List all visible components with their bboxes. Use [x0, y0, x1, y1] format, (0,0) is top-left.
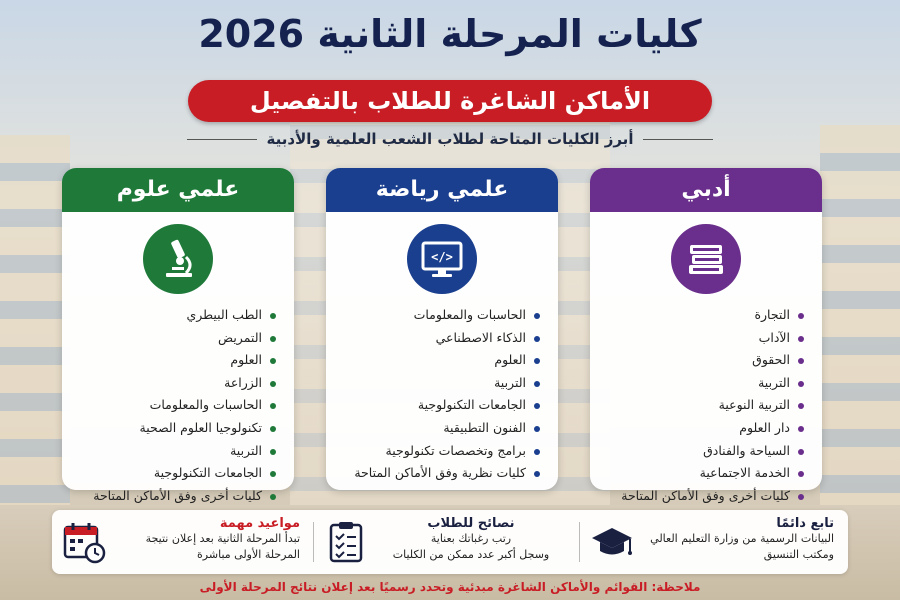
- subtitle-line-right: [643, 139, 713, 140]
- background-building-left: [0, 135, 70, 515]
- card-ilmi-oloom: [62, 168, 294, 503]
- tips-bar: [52, 510, 848, 574]
- microscope-icon: [143, 224, 213, 294]
- list-item: كليات نظرية وفق الأماكن المتاحة: [336, 462, 540, 485]
- tip-line: المرحلة الأولى مباشرة: [197, 548, 300, 561]
- list-item: الزراعة: [72, 372, 276, 395]
- books-icon: [671, 224, 741, 294]
- tip-line: تبدأ المرحلة الثانية بعد إعلان نتيجة: [145, 532, 300, 545]
- tip-follow: [594, 516, 834, 568]
- tip-title: تابع دائمًا: [776, 516, 834, 531]
- list-item: التربية: [336, 372, 540, 395]
- list-item: العلوم: [72, 349, 276, 372]
- list-item: الجامعات التكنولوجية: [72, 462, 276, 485]
- list-item: الحاسبات والمعلومات: [72, 394, 276, 417]
- tip-line: رتب رغباتك بعناية: [430, 532, 512, 545]
- red-banner: الأماكن الشاغرة للطلاب بالتفصيل: [188, 80, 712, 122]
- list-item: التربية النوعية: [600, 394, 804, 417]
- card-title: علمي علوم: [62, 168, 294, 212]
- tip-body: [114, 516, 300, 563]
- graduation-cap-icon: [590, 520, 634, 564]
- list-item: العلوم: [336, 349, 540, 372]
- tip-line: البيانات الرسمية من وزارة التعليم العالي: [650, 532, 834, 545]
- list-item: كليات أخرى وفق الأماكن المتاحة: [600, 485, 804, 508]
- list-item: التمريض: [72, 327, 276, 350]
- subtitle-line-left: [187, 139, 257, 140]
- list-item: التربية: [72, 440, 276, 463]
- code-monitor-icon: [407, 224, 477, 294]
- footnote: ملاحظة: القوائم والأماكن الشاغرة مبدئية وتحدد رسميًا بعد إعلان نتائج المرحلة الأولى: [199, 580, 701, 594]
- clipboard-checklist-icon: [324, 520, 368, 564]
- tip-line: وسجل أكبر عدد ممكن من الكليات: [392, 548, 550, 561]
- card-ilmi-riyada: [326, 168, 558, 490]
- list-item: الفنون التطبيقية: [336, 417, 540, 440]
- tip-body: [644, 516, 834, 563]
- list-item: برامج وتخصصات تكنولوجية: [336, 440, 540, 463]
- list-item: تكنولوجيا العلوم الصحية: [72, 417, 276, 440]
- card-adabi: [590, 168, 822, 503]
- faculty-list: [62, 304, 294, 507]
- subtitle: [0, 130, 900, 148]
- list-item: السياحة والفنادق: [600, 440, 804, 463]
- list-item: التربية: [600, 372, 804, 395]
- tip-dates: [60, 516, 300, 568]
- card-title: علمي رياضة: [326, 168, 558, 212]
- page-title: كليات المرحلة الثانية 2026: [198, 12, 702, 56]
- card-title: أدبي: [590, 168, 822, 212]
- list-item: الحقوق: [600, 349, 804, 372]
- faculty-list: [590, 304, 822, 507]
- list-item: الحاسبات والمعلومات: [336, 304, 540, 327]
- list-item: كليات أخرى وفق الأماكن المتاحة: [72, 485, 276, 508]
- tip-advice: [324, 516, 564, 568]
- divider: [313, 522, 314, 562]
- svg-text:</>: </>: [431, 250, 453, 264]
- list-item: دار العلوم: [600, 417, 804, 440]
- list-item: الجامعات التكنولوجية: [336, 394, 540, 417]
- list-item: الطب البيطري: [72, 304, 276, 327]
- list-item: الآداب: [600, 327, 804, 350]
- faculty-list: [326, 304, 558, 485]
- background-building-right: [820, 125, 900, 515]
- subtitle-text: أبرز الكليات المتاحة لطلاب الشعب العلمية والأدبية: [266, 130, 634, 148]
- tip-line: ومكتب التنسيق: [763, 548, 834, 561]
- divider: [579, 522, 580, 562]
- calendar-clock-icon: [62, 520, 106, 564]
- list-item: التجارة: [600, 304, 804, 327]
- tip-body: [378, 516, 564, 563]
- tip-title: مواعيد مهمة: [219, 516, 300, 531]
- list-item: الذكاء الاصطناعي: [336, 327, 540, 350]
- list-item: الخدمة الاجتماعية: [600, 462, 804, 485]
- tip-title: نصائح للطلاب: [427, 516, 515, 531]
